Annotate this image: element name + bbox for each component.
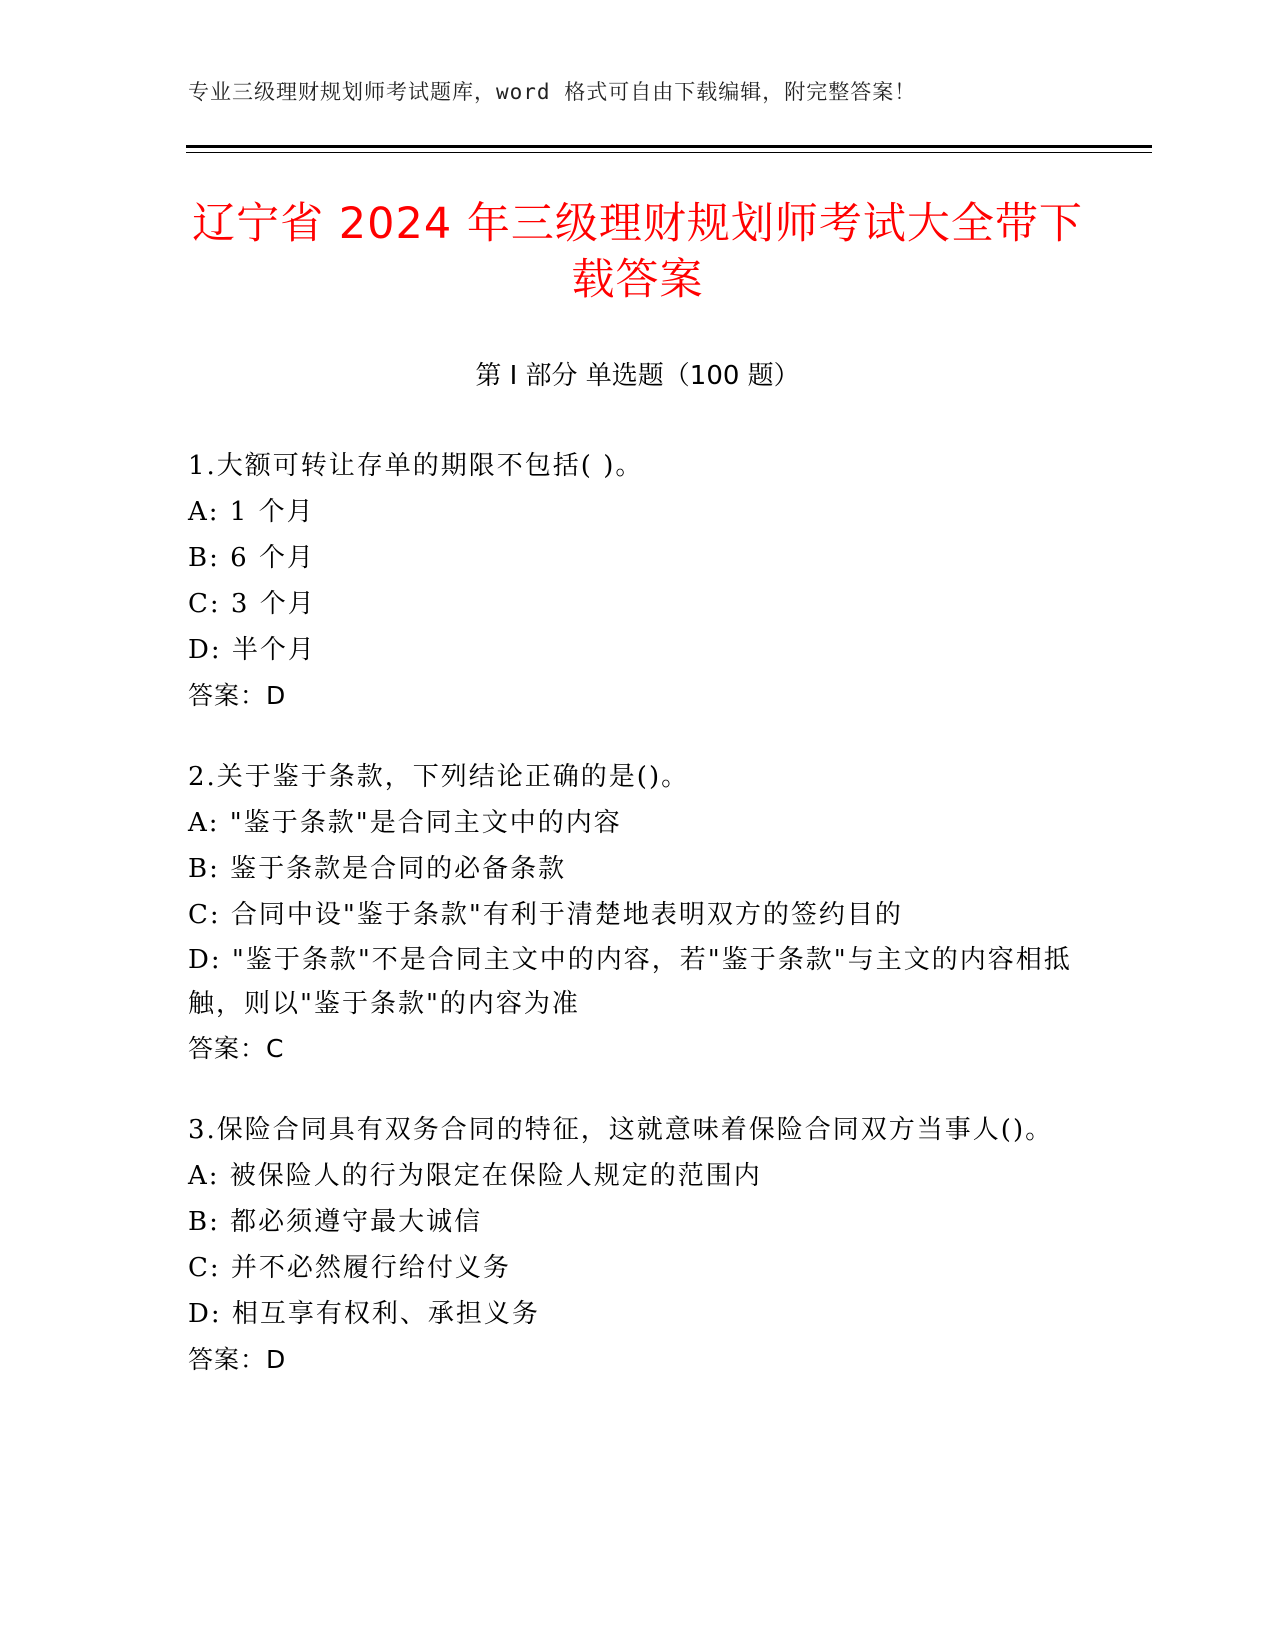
answer: 答案：D (188, 681, 287, 710)
option-d: D: "鉴于条款"不是合同主文中的内容，若"鉴于条款"与主文的内容相抵触，则以"鉴于条款"的内容为准 (188, 945, 1072, 1019)
question-3 (188, 1108, 1078, 1383)
option-b: B: 鉴于条款是合同的必备条款 (188, 854, 567, 884)
option-d: D: 半个月 (188, 635, 316, 665)
option-b: B: 6 个月 (188, 543, 315, 573)
question-stem: 3.保险合同具有双务合同的特征，这就意味着保险合同双方当事人()。 (188, 1115, 1054, 1145)
question-stem: 2.关于鉴于条款，下列结论正确的是()。 (188, 762, 690, 792)
section-title: 第 I 部分 单选题（100 题） (475, 361, 800, 391)
option-c: C: 合同中设"鉴于条款"有利于清楚地表明双方的签约目的 (188, 900, 903, 930)
header-note: 专业三级理财规划师考试题库，word 格式可自由下载编辑，附完整答案！ (188, 80, 917, 104)
document-title-line-1: 辽宁省 2024 年三级理财规划师考试大全带下 (192, 199, 1083, 249)
answer: 答案：D (188, 1345, 287, 1374)
question-list (188, 444, 1078, 1419)
option-a: A: 1 个月 (188, 497, 315, 527)
option-a: A: 被保险人的行为限定在保险人规定的范围内 (188, 1161, 762, 1191)
header-divider-thin (186, 152, 1152, 153)
option-a: A: "鉴于条款"是合同主文中的内容 (188, 808, 622, 838)
option-b: B: 都必须遵守最大诚信 (188, 1207, 483, 1237)
header-divider-thick (186, 145, 1152, 148)
option-d: D: 相互享有权利、承担义务 (188, 1299, 540, 1329)
question-2 (188, 755, 1078, 1072)
document-title (160, 196, 1115, 308)
question-1 (188, 444, 1078, 719)
answer: 答案：C (188, 1034, 285, 1063)
option-c: C: 并不必然履行给付义务 (188, 1253, 511, 1283)
question-stem: 1.大额可转让存单的期限不包括( )。 (188, 451, 644, 481)
document-title-line-2: 载答案 (571, 255, 704, 305)
option-c: C: 3 个月 (188, 589, 316, 619)
